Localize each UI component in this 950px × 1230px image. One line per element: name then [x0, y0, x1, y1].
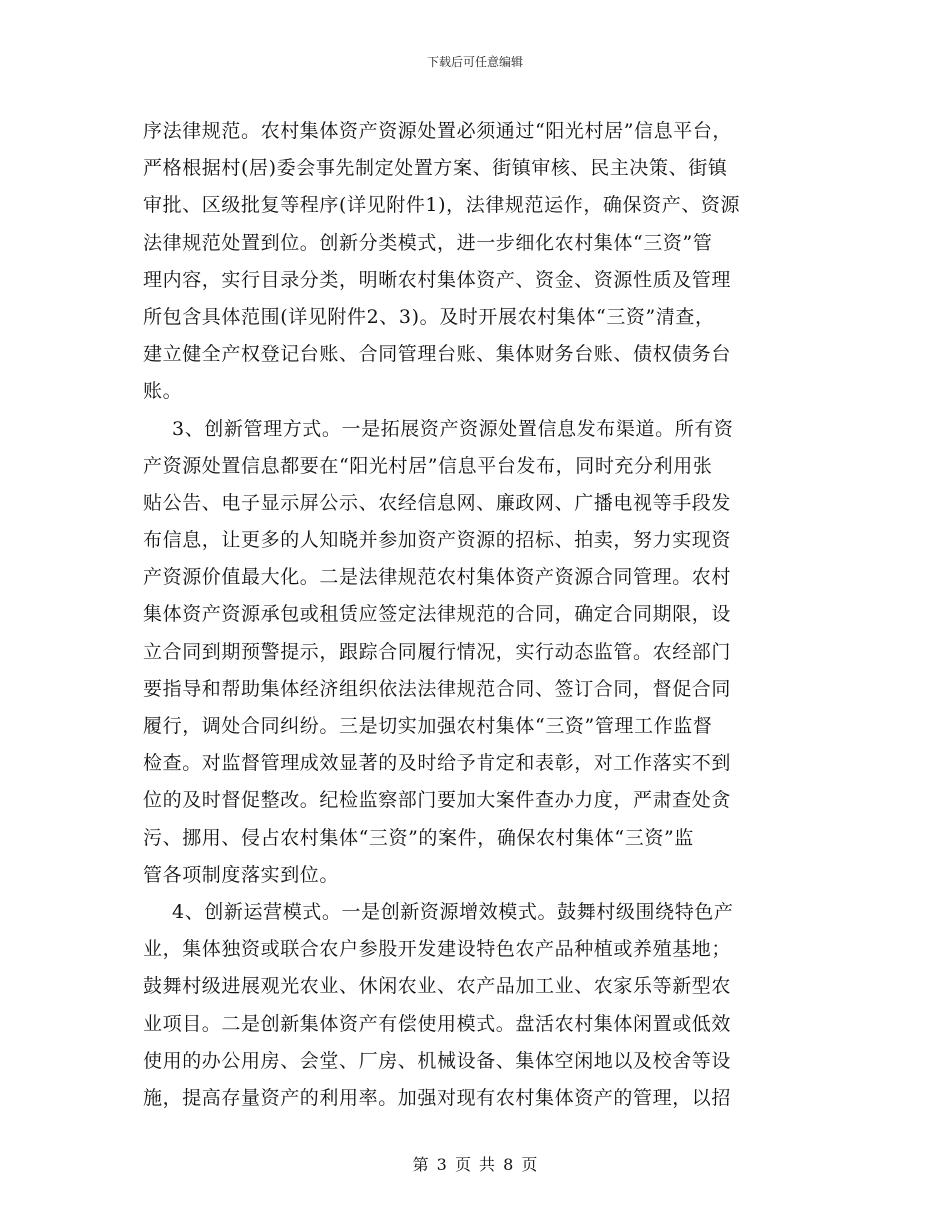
- text-line: 鼓舞村级进展观光农业、休闲农业、农产品加工业、农家乐等新型农: [143, 975, 732, 998]
- text-line: 污、挪用、侵占农村集体“三资”的案件，确保农村集体“三资”监: [143, 826, 694, 849]
- text-line: 立合同到期预警提示，跟踪合同履行情况，实行动态监管。农经部门: [143, 640, 732, 663]
- text-line: 要指导和帮助集体经济组织依法法律规范合同、签订合同，督促合同: [143, 677, 732, 700]
- page-number: 第 3 页 共 8 页: [412, 1155, 538, 1174]
- text-line: 建立健全产权登记台账、合同管理台账、集体财务台账、债权债务台: [143, 343, 732, 366]
- text-line: 审批、区级批复等程序(详见附件1)，法律规范运作，确保资产、资源: [143, 194, 741, 217]
- text-line: 理内容，实行目录分类，明晰农村集体资产、资金、资源性质及管理: [143, 268, 732, 291]
- text-line: 严格根据村(居)委会事先制定处置方案、街镇审核、民主决策、街镇: [143, 157, 728, 180]
- text-line: 业项目。二是创新集体资产有偿使用模式。盘活农村集体闲置或低效: [143, 1012, 732, 1035]
- text-line: 贴公告、电子显示屏公示、农经信息网、廉政网、广播电视等手段发: [143, 491, 732, 514]
- text-line: 3、创新管理方式。一是拓展资产资源处置信息发布渠道。所有资: [172, 417, 734, 440]
- text-line: 账。: [143, 380, 183, 403]
- text-line: 集体资产资源承包或租赁应签定法律规范的合同，确定合同期限，设: [143, 603, 732, 626]
- document-body: [143, 113, 813, 1117]
- text-line: 业，集体独资或联合农户参股开发建设特色农产品种植或养殖基地；: [143, 938, 732, 961]
- text-line: 检查。对监督管理成效显著的及时给予肯定和表彰，对工作落实不到: [143, 752, 732, 775]
- text-line: 位的及时督促整改。纪检监察部门要加大案件查办力度，严肃查处贪: [143, 789, 732, 812]
- text-line: 管各项制度落实到位。: [143, 863, 340, 886]
- text-line: 使用的办公用房、会堂、厂房、机械设备、集体空闲地以及校舍等设: [143, 1049, 732, 1072]
- text-line: 法律规范处置到位。创新分类模式，进一步细化农村集体“三资”管: [143, 231, 713, 254]
- text-line: 施，提高存量资产的利用率。加强对现有农村集体资产的管理，以招: [143, 1086, 732, 1109]
- text-line: 所包含具体范围(详见附件2、3)。及时开展农村集体“三资”清查，: [143, 305, 715, 328]
- text-line: 产资源价值最大化。二是法律规范农村集体资产资源合同管理。农村: [143, 566, 732, 589]
- paragraph-2: [143, 411, 813, 894]
- text-line: 4、创新运营模式。一是创新资源增效模式。鼓舞村级围绕特色产: [172, 900, 734, 923]
- text-line: 履行，调处合同纠纷。三是切实加强农村集体“三资”管理工作监督: [143, 715, 713, 737]
- paragraph-1: [143, 113, 813, 411]
- header-note: 下载后可任意编辑: [426, 55, 523, 69]
- text-line: 序法律规范。农村集体资产资源处置必须通过“阳光村居”信息平台，: [143, 120, 733, 142]
- text-line: 产资源处置信息都要在“阳光村居”信息平台发布，同时充分利用张: [143, 454, 713, 477]
- paragraph-3: [143, 894, 813, 1117]
- text-line: 布信息，让更多的人知晓并参加资产资源的招标、拍卖，努力实现资: [143, 529, 732, 552]
